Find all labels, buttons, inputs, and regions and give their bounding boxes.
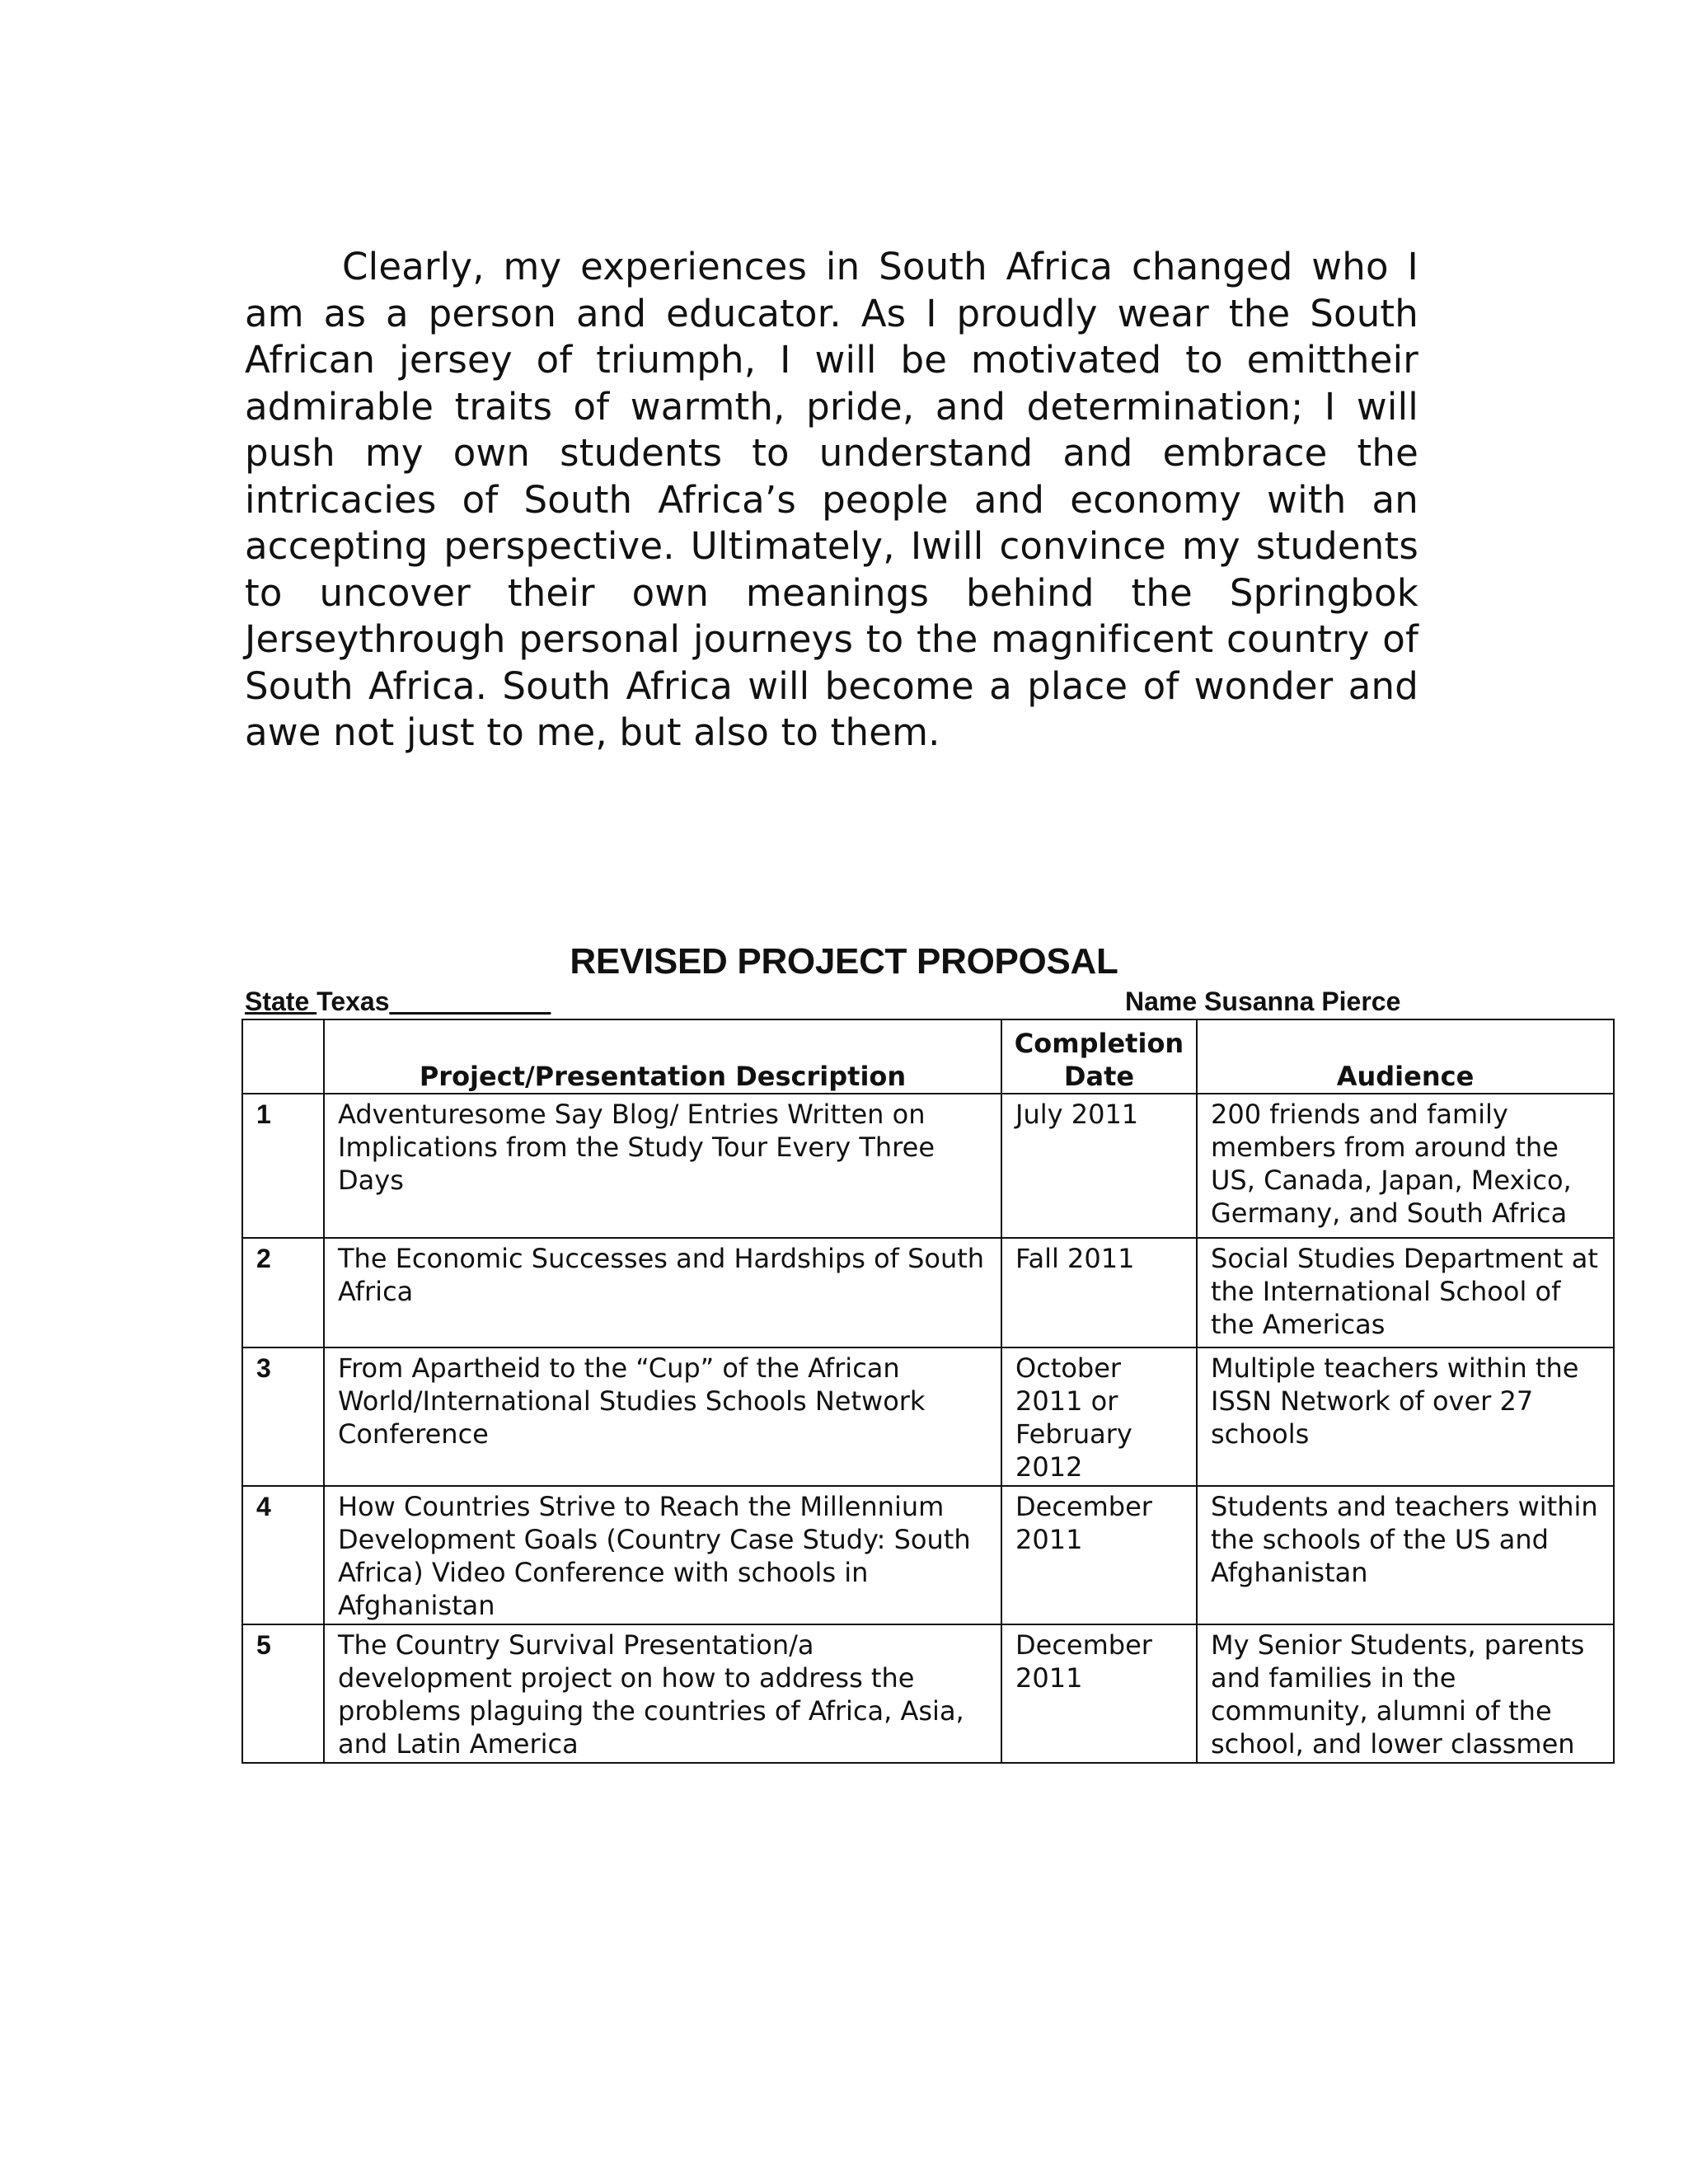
row-date: October 2011 or February 2012 (1001, 1347, 1197, 1486)
row-number: 3 (242, 1347, 324, 1486)
header-description: Project/Presentation Description (324, 1019, 1001, 1094)
state-value: Texas (316, 987, 390, 1016)
row-audience: 200 friends and family members from around the US, Canada, Japan, Mexico, Germany, and South Africa (1197, 1094, 1614, 1238)
header-audience: Audience (1197, 1019, 1614, 1094)
proposal-meta-row (245, 987, 1613, 1019)
row-audience: My Senior Students, parents and families in the community, alumni of the school, and lower classmen (1197, 1624, 1614, 1763)
table-row (242, 1347, 1614, 1486)
row-description: Adventuresome Say Blog/ Entries Written on Implications from the Study Tour Every Three Days (324, 1094, 1001, 1238)
row-date: July 2011 (1001, 1094, 1197, 1238)
row-number: 1 (242, 1094, 324, 1238)
table-row (242, 1238, 1614, 1347)
state-label: State (245, 987, 317, 1016)
row-audience: Social Studies Department at the International School of the Americas (1197, 1238, 1614, 1347)
row-audience: Students and teachers within the schools of the US and Afghanistan (1197, 1486, 1614, 1624)
table-row (242, 1624, 1614, 1763)
row-description: From Apartheid to the “Cup” of the African World/International Studies Schools Network Conference (324, 1347, 1001, 1486)
essay-paragraph: Clearly, my experiences in South Africa changed who I am as a person and educator. As I proudly wear the South African jersey of triumph, I will be motivated to emittheir admirable traits of warmth, pride, and determination; I will push my own students to understand and embrace the intricacies of South Africa’s people and economy with an accepting perspective. Ultimately, Iwill convince my students to uncover their own meanings behind the Springbok Jerseythrough personal journeys to the magnificent country of South Africa. South Africa will become a place of wonder and awe not just to me, but also to them. (245, 245, 1418, 754)
table-row (242, 1486, 1614, 1624)
row-date: Fall 2011 (1001, 1238, 1197, 1347)
row-description: How Countries Strive to Reach the Millennium Development Goals (Country Case Study: South Africa) Video Conference with schools in Afghanistan (324, 1486, 1001, 1624)
row-number: 2 (242, 1238, 324, 1347)
row-date: December 2011 (1001, 1486, 1197, 1624)
row-description: The Economic Successes and Hardships of South Africa (324, 1238, 1001, 1347)
header-number (242, 1019, 324, 1094)
header-completion-date: Completion Date (1001, 1019, 1197, 1094)
row-number: 4 (242, 1486, 324, 1624)
table-row (242, 1094, 1614, 1238)
state-blank-line: ___________ (389, 987, 551, 1016)
row-description: The Country Survival Presentation/a development project on how to address the problems plaguing the countries of Africa, Asia, and Latin America (324, 1624, 1001, 1763)
row-date: December 2011 (1001, 1624, 1197, 1763)
row-number: 5 (242, 1624, 324, 1763)
row-audience: Multiple teachers within the ISSN Network of over 27 schools (1197, 1347, 1614, 1486)
proposal-title: REVISED PROJECT PROPOSAL (570, 941, 1118, 982)
name-field: Name Susanna Pierce (1125, 987, 1401, 1016)
proposal-table (241, 1019, 1615, 1764)
table-header-row (242, 1019, 1614, 1094)
state-field (245, 987, 551, 1017)
